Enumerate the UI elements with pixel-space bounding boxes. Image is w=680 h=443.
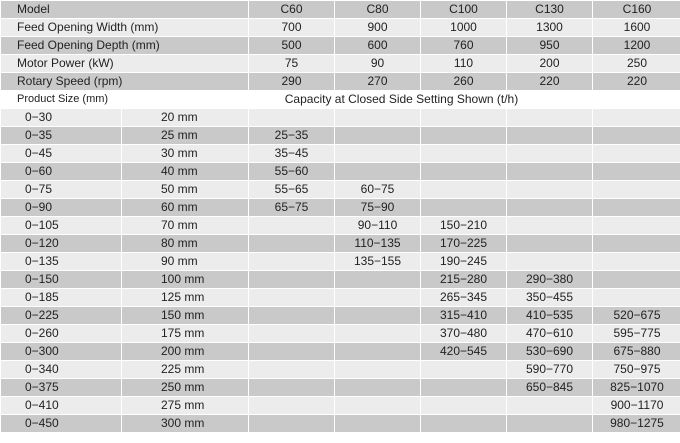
capacity-c80: 135−155 xyxy=(335,253,420,270)
capacity-row xyxy=(1,235,680,252)
capacity-row xyxy=(1,127,680,144)
spec-value: 1200 xyxy=(593,37,680,54)
spec-row-model xyxy=(1,1,680,18)
capacity-row xyxy=(1,271,680,288)
capacity-c80 xyxy=(335,145,420,162)
capacity-c80 xyxy=(335,415,420,432)
spec-value: 290 xyxy=(249,73,334,90)
css-setting: 20 mm xyxy=(122,109,248,126)
product-size-range: 0−135 xyxy=(1,253,121,270)
capacity-c130 xyxy=(507,217,592,234)
model-c130: C130 xyxy=(507,1,592,18)
capacity-row xyxy=(1,343,680,360)
capacity-c130: 290−380 xyxy=(507,271,592,288)
capacity-row xyxy=(1,163,680,180)
capacity-c60: 55−60 xyxy=(249,163,334,180)
product-size-range: 0−300 xyxy=(1,343,121,360)
capacity-c100: 265−345 xyxy=(421,289,506,306)
capacity-c130 xyxy=(507,109,592,126)
css-setting: 40 mm xyxy=(122,163,248,180)
spec-value: 220 xyxy=(593,73,680,90)
capacity-c130 xyxy=(507,199,592,216)
capacity-c100 xyxy=(421,181,506,198)
capacity-c80 xyxy=(335,397,420,414)
capacity-c60 xyxy=(249,343,334,360)
capacity-c160: 520−675 xyxy=(593,307,680,324)
product-size-heading: Product Size (mm) xyxy=(1,91,121,108)
capacity-c130 xyxy=(507,145,592,162)
spec-row-feed-width xyxy=(1,19,680,36)
capacity-c60 xyxy=(249,397,334,414)
spec-value: 110 xyxy=(421,55,506,72)
capacity-c130: 470−610 xyxy=(507,325,592,342)
capacity-row xyxy=(1,199,680,216)
capacity-header-row xyxy=(1,91,680,108)
capacity-c160 xyxy=(593,109,680,126)
capacity-c60: 65−75 xyxy=(249,199,334,216)
product-size-range: 0−375 xyxy=(1,379,121,396)
capacity-c80 xyxy=(335,379,420,396)
capacity-c80: 110−135 xyxy=(335,235,420,252)
capacity-c80 xyxy=(335,127,420,144)
capacity-c100: 215−280 xyxy=(421,271,506,288)
product-size-range: 0−30 xyxy=(1,109,121,126)
capacity-c100 xyxy=(421,415,506,432)
spec-value: 1000 xyxy=(421,19,506,36)
capacity-c160: 980−1275 xyxy=(593,415,680,432)
capacity-c60 xyxy=(249,217,334,234)
spec-value: 270 xyxy=(335,73,420,90)
capacity-c80: 75−90 xyxy=(335,199,420,216)
capacity-c100 xyxy=(421,127,506,144)
capacity-c100: 420−545 xyxy=(421,343,506,360)
capacity-section xyxy=(1,109,680,432)
capacity-c80: 90−110 xyxy=(335,217,420,234)
css-setting: 200 mm xyxy=(122,343,248,360)
model-c60: C60 xyxy=(249,1,334,18)
capacity-c80 xyxy=(335,343,420,360)
capacity-c160: 675−880 xyxy=(593,343,680,360)
css-setting: 150 mm xyxy=(122,307,248,324)
capacity-c100 xyxy=(421,397,506,414)
capacity-c80 xyxy=(335,325,420,342)
css-setting: 125 mm xyxy=(122,289,248,306)
spec-value: 250 xyxy=(593,55,680,72)
capacity-c130 xyxy=(507,181,592,198)
css-setting: 90 mm xyxy=(122,253,248,270)
capacity-c160: 750−975 xyxy=(593,361,680,378)
capacity-c60 xyxy=(249,361,334,378)
capacity-c80 xyxy=(335,109,420,126)
capacity-c60 xyxy=(249,235,334,252)
capacity-c60 xyxy=(249,325,334,342)
product-size-range: 0−35 xyxy=(1,127,121,144)
capacity-c80 xyxy=(335,163,420,180)
capacity-c80 xyxy=(335,271,420,288)
capacity-c160 xyxy=(593,199,680,216)
product-size-range: 0−185 xyxy=(1,289,121,306)
capacity-c160 xyxy=(593,181,680,198)
model-c160: C160 xyxy=(593,1,680,18)
model-c100: C100 xyxy=(421,1,506,18)
product-size-range: 0−450 xyxy=(1,415,121,432)
capacity-c60: 55−65 xyxy=(249,181,334,198)
capacity-c130: 350−455 xyxy=(507,289,592,306)
capacity-c130 xyxy=(507,397,592,414)
capacity-c130 xyxy=(507,253,592,270)
capacity-row xyxy=(1,289,680,306)
capacity-row xyxy=(1,253,680,270)
capacity-row xyxy=(1,397,680,414)
capacity-heading: Capacity at Closed Side Setting Shown (t/h) xyxy=(122,91,680,108)
capacity-c100 xyxy=(421,379,506,396)
capacity-row xyxy=(1,379,680,396)
capacity-c160 xyxy=(593,163,680,180)
spec-value: 1600 xyxy=(593,19,680,36)
capacity-row xyxy=(1,307,680,324)
capacity-c160 xyxy=(593,145,680,162)
css-setting: 70 mm xyxy=(122,217,248,234)
spec-row-rotary-speed xyxy=(1,73,680,90)
capacity-c160 xyxy=(593,271,680,288)
spec-value: 1300 xyxy=(507,19,592,36)
spec-value: 950 xyxy=(507,37,592,54)
spec-label: Motor Power (kW) xyxy=(1,55,248,72)
capacity-c60: 35−45 xyxy=(249,145,334,162)
capacity-c160 xyxy=(593,253,680,270)
css-setting: 30 mm xyxy=(122,145,248,162)
capacity-c100 xyxy=(421,163,506,180)
css-setting: 175 mm xyxy=(122,325,248,342)
product-size-range: 0−45 xyxy=(1,145,121,162)
capacity-c100 xyxy=(421,361,506,378)
css-setting: 275 mm xyxy=(122,397,248,414)
capacity-c80 xyxy=(335,361,420,378)
capacity-c130 xyxy=(507,235,592,252)
capacity-c60 xyxy=(249,271,334,288)
product-size-range: 0−60 xyxy=(1,163,121,180)
capacity-c100: 190−245 xyxy=(421,253,506,270)
product-size-range: 0−225 xyxy=(1,307,121,324)
capacity-c160 xyxy=(593,289,680,306)
capacity-c60 xyxy=(249,109,334,126)
product-size-range: 0−105 xyxy=(1,217,121,234)
product-size-range: 0−120 xyxy=(1,235,121,252)
capacity-c60 xyxy=(249,307,334,324)
capacity-c80 xyxy=(335,307,420,324)
css-setting: 60 mm xyxy=(122,199,248,216)
capacity-c160: 900−1170 xyxy=(593,397,680,414)
capacity-c160 xyxy=(593,217,680,234)
capacity-row xyxy=(1,325,680,342)
capacity-c130 xyxy=(507,415,592,432)
capacity-c100: 370−480 xyxy=(421,325,506,342)
product-size-range: 0−410 xyxy=(1,397,121,414)
capacity-c130 xyxy=(507,127,592,144)
css-setting: 25 mm xyxy=(122,127,248,144)
capacity-c160: 825−1070 xyxy=(593,379,680,396)
spec-value: 90 xyxy=(335,55,420,72)
capacity-c100: 170−225 xyxy=(421,235,506,252)
capacity-c60 xyxy=(249,253,334,270)
spec-value: 600 xyxy=(335,37,420,54)
spec-value: 220 xyxy=(507,73,592,90)
capacity-c60 xyxy=(249,415,334,432)
capacity-c100: 150−210 xyxy=(421,217,506,234)
css-setting: 225 mm xyxy=(122,361,248,378)
capacity-row xyxy=(1,109,680,126)
spec-label: Rotary Speed (rpm) xyxy=(1,73,248,90)
spec-row-motor-power xyxy=(1,55,680,72)
css-setting: 300 mm xyxy=(122,415,248,432)
capacity-c160: 595−775 xyxy=(593,325,680,342)
spec-value: 260 xyxy=(421,73,506,90)
spec-value: 700 xyxy=(249,19,334,36)
spec-value: 760 xyxy=(421,37,506,54)
capacity-c80: 60−75 xyxy=(335,181,420,198)
capacity-c100 xyxy=(421,199,506,216)
product-size-range: 0−90 xyxy=(1,199,121,216)
css-setting: 250 mm xyxy=(122,379,248,396)
spec-section xyxy=(1,1,680,108)
capacity-c100 xyxy=(421,109,506,126)
spec-value: 75 xyxy=(249,55,334,72)
capacity-c130: 650−845 xyxy=(507,379,592,396)
spec-row-feed-depth xyxy=(1,37,680,54)
product-size-range: 0−260 xyxy=(1,325,121,342)
css-setting: 100 mm xyxy=(122,271,248,288)
product-size-range: 0−150 xyxy=(1,271,121,288)
capacity-c160 xyxy=(593,127,680,144)
capacity-row xyxy=(1,181,680,198)
css-setting: 50 mm xyxy=(122,181,248,198)
spec-value: 200 xyxy=(507,55,592,72)
product-size-range: 0−75 xyxy=(1,181,121,198)
spec-value: 500 xyxy=(249,37,334,54)
capacity-row xyxy=(1,415,680,432)
model-c80: C80 xyxy=(335,1,420,18)
capacity-row xyxy=(1,361,680,378)
capacity-c80 xyxy=(335,289,420,306)
capacity-row xyxy=(1,145,680,162)
capacity-c100: 315−410 xyxy=(421,307,506,324)
spec-label: Model xyxy=(1,1,248,18)
spec-value: 900 xyxy=(335,19,420,36)
css-setting: 80 mm xyxy=(122,235,248,252)
spec-label: Feed Opening Width (mm) xyxy=(1,19,248,36)
capacity-c160 xyxy=(593,235,680,252)
capacity-c60 xyxy=(249,289,334,306)
capacity-c130: 590−770 xyxy=(507,361,592,378)
product-size-range: 0−340 xyxy=(1,361,121,378)
capacity-c60: 25−35 xyxy=(249,127,334,144)
capacity-c130: 410−535 xyxy=(507,307,592,324)
capacity-c100 xyxy=(421,145,506,162)
spec-label: Feed Opening Depth (mm) xyxy=(1,37,248,54)
capacity-row xyxy=(1,217,680,234)
capacity-c60 xyxy=(249,379,334,396)
capacity-c130 xyxy=(507,163,592,180)
capacity-c130: 530−690 xyxy=(507,343,592,360)
